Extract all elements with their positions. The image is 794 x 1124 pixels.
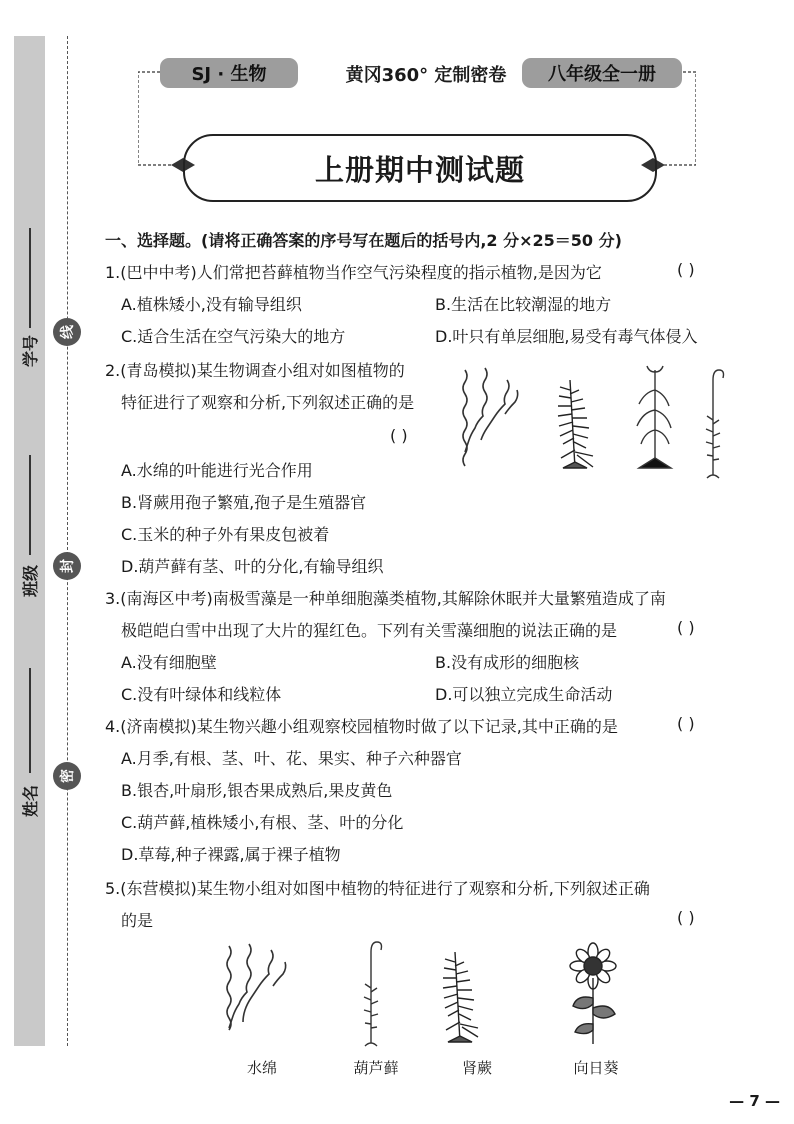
grade-pill: 八年级全一册 <box>522 58 682 88</box>
moss-illustration <box>364 942 382 1046</box>
q4-stem: 4.(济南模拟)某生物兴趣小组观察校园植物时做了以下记录,其中正确的是 <box>105 717 618 736</box>
subject-pill: SJ · 生物 <box>160 58 298 88</box>
q1-stem: 1.(巴中中考)人们常把苔藓植物当作空气污染程度的指示植物,是因为它 <box>105 263 602 282</box>
q2-option-b: B.肾蕨用孢子繁殖,孢子是生殖器官 <box>121 493 367 512</box>
seal-seal-badge: 封 <box>53 552 81 580</box>
q5-stem-line2: 的是 <box>121 911 154 930</box>
q3-option-a: A.没有细胞壁 <box>121 653 217 672</box>
caption-spirogyra: 水绵 <box>246 1059 277 1077</box>
student-id-blank <box>29 228 31 328</box>
q3-answer-blank: ( ) <box>677 618 695 637</box>
q3-stem-line1: 3.(南海区中考)南极雪藻是一种单细胞藻类植物,其解除休眠并大量繁殖造成了南 <box>105 589 666 608</box>
q3-option-c: C.没有叶绿体和线粒体 <box>121 685 282 704</box>
seal-line-badge: 线 <box>53 318 81 346</box>
q3-option-b: B.没有成形的细胞核 <box>435 653 580 672</box>
q1-option-b: B.生活在比较潮湿的地方 <box>435 295 612 314</box>
caption-fern: 肾蕨 <box>461 1059 492 1077</box>
q3-option-d: D.可以独立完成生命活动 <box>435 685 613 704</box>
q2-option-a: A.水绵的叶能进行光合作用 <box>121 461 313 480</box>
q5-answer-blank: ( ) <box>677 908 695 927</box>
q2-answer-blank: ( ) <box>390 426 408 445</box>
caption-sunflower: 向日葵 <box>573 1059 619 1077</box>
q2-option-d: D.葫芦藓有茎、叶的分化,有输导组织 <box>121 557 384 576</box>
q1-option-d: D.叶只有单层细胞,易受有毒气体侵入 <box>435 327 698 346</box>
corn-illustration <box>637 366 671 468</box>
q4-option-c: C.葫芦藓,植株矮小,有根、茎、叶的分化 <box>121 813 404 832</box>
q2-stem-line1: 2.(青岛模拟)某生物调查小组对如图植物的 <box>105 361 405 380</box>
page-header <box>138 52 696 202</box>
class-label: 班级 <box>21 564 40 597</box>
q4-option-b: B.银杏,叶扇形,银杏果成熟后,果皮黄色 <box>121 781 393 800</box>
page-number: — 7 — <box>729 1092 780 1110</box>
q1-answer-blank: ( ) <box>677 260 695 279</box>
spirogyra-illustration <box>463 368 518 466</box>
seal-dense-badge: 密 <box>53 762 81 790</box>
spirogyra-illustration <box>227 944 286 1030</box>
q2-option-c: C.玉米的种子外有果皮包被着 <box>121 525 330 544</box>
q4-option-d: D.草莓,种子裸露,属于裸子植物 <box>121 845 341 864</box>
class-blank <box>29 455 31 555</box>
q2-plant-figure <box>455 360 745 480</box>
moss-illustration <box>706 370 724 478</box>
q1-option-c: C.适合生活在空气污染大的地方 <box>121 327 346 346</box>
fern-illustration <box>558 380 593 468</box>
fern-illustration <box>443 952 478 1042</box>
student-id-label: 学号 <box>21 334 40 367</box>
q5-stem-line1: 5.(东营模拟)某生物小组对如图中植物的特征进行了观察和分析,下列叙述正确 <box>105 879 650 898</box>
page-title: 上册期中测试题 <box>183 134 657 202</box>
cut-line <box>67 36 68 1046</box>
q3-stem-line2: 极皑皑白雪中出现了大片的猩红色。下列有关雪藻细胞的说法正确的是 <box>121 621 618 640</box>
series-text: 黄冈360° 定制密卷 <box>345 65 507 86</box>
q4-option-a: A.月季,有根、茎、叶、花、果实、种子六种器官 <box>121 749 462 768</box>
caption-moss: 葫芦藓 <box>353 1059 399 1077</box>
sunflower-illustration <box>570 943 616 1044</box>
q4-answer-blank: ( ) <box>677 714 695 733</box>
q2-stem-line2: 特征进行了观察和分析,下列叙述正确的是 <box>121 393 415 412</box>
q5-plant-figure <box>215 938 635 1048</box>
name-label: 姓名 <box>21 784 40 817</box>
q1-option-a: A.植株矮小,没有输导组织 <box>121 295 302 314</box>
section-heading: 一、选择题。(请将正确答案的序号写在题后的括号内,2 分×25＝50 分) <box>105 231 622 250</box>
name-blank <box>29 668 31 773</box>
